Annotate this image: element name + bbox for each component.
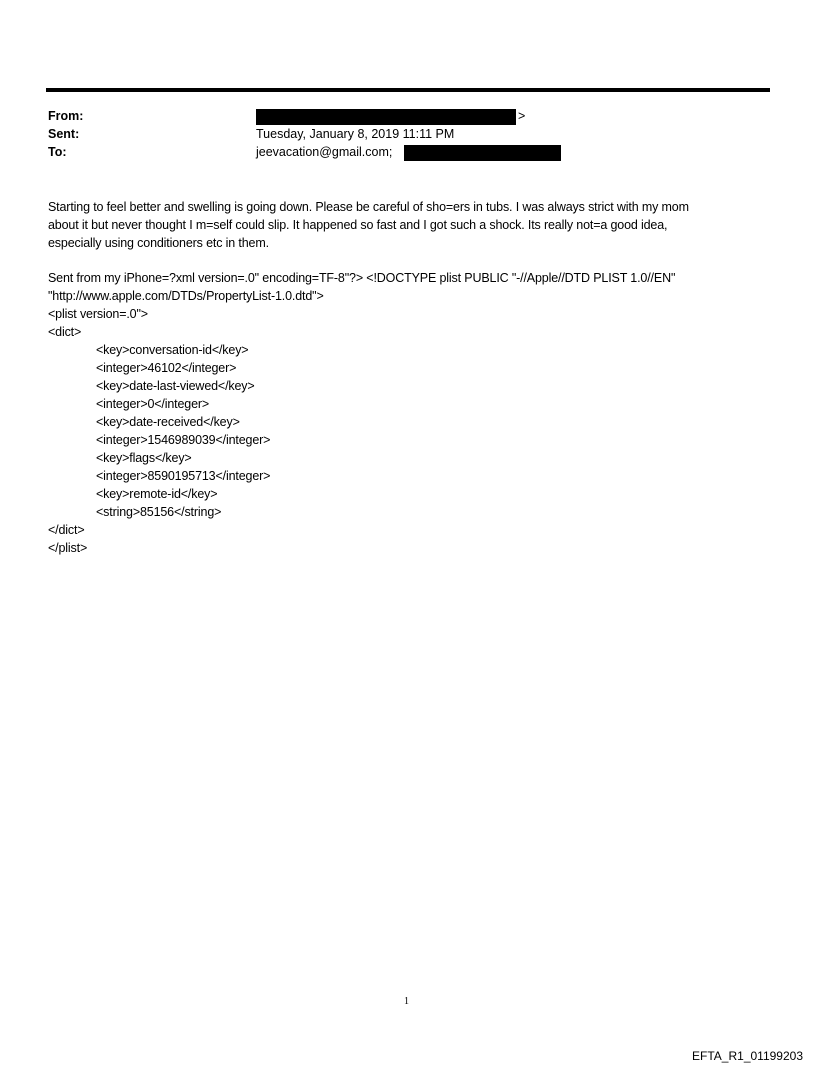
plist-line: </plist> bbox=[48, 541, 88, 555]
plist-line: <key>date-last-viewed</key> bbox=[96, 379, 255, 393]
plist-line: <key>remote-id</key> bbox=[96, 487, 218, 501]
body-line: especially using conditioners etc in them. bbox=[48, 236, 269, 250]
plist-line: <key>conversation-id</key> bbox=[96, 343, 249, 357]
plist-line: "http://www.apple.com/DTDs/PropertyList-1.0.dtd"> bbox=[48, 289, 324, 303]
plist-line: <integer>1546989039</integer> bbox=[96, 433, 271, 447]
sent-value: Tuesday, January 8, 2019 11:11 PM bbox=[256, 127, 455, 141]
document-id: EFTA_R1_01199203 bbox=[692, 1049, 803, 1063]
plist-line: Sent from my iPhone=?xml version=.0" encoding=TF-8"?> <!DOCTYPE plist PUBLIC "-//Apple//DTD PLIST 1.0//EN" bbox=[48, 271, 676, 285]
to-value: jeevacation@gmail.com; bbox=[256, 145, 393, 159]
plist-line: <key>date-received</key> bbox=[96, 415, 240, 429]
plist-line: <integer>46102</integer> bbox=[96, 361, 237, 375]
header-rule bbox=[46, 88, 770, 92]
plist-line: <key>flags</key> bbox=[96, 451, 192, 465]
from-label: From: bbox=[48, 109, 84, 123]
plist-line: <plist version=.0"> bbox=[48, 307, 148, 321]
sent-label: Sent: bbox=[48, 127, 80, 141]
plist-line: </dict> bbox=[48, 523, 85, 537]
plist-line: <integer>0</integer> bbox=[96, 397, 210, 411]
redaction-to bbox=[404, 145, 561, 161]
body-line: Starting to feel better and swelling is going down. Please be careful of sho=ers in tubs. I was always strict with my mom bbox=[48, 200, 689, 214]
to-label: To: bbox=[48, 145, 67, 159]
redaction-from bbox=[256, 109, 516, 125]
from-suffix: > bbox=[518, 109, 526, 123]
plist-line: <dict> bbox=[48, 325, 82, 339]
plist-line: <string>85156</string> bbox=[96, 505, 222, 519]
plist-line: <integer>8590195713</integer> bbox=[96, 469, 271, 483]
body-line: about it but never thought I m=self could slip. It happened so fast and I got such a shock. Its really not=a good idea, bbox=[48, 218, 668, 232]
page-number: 1 bbox=[404, 996, 409, 1007]
